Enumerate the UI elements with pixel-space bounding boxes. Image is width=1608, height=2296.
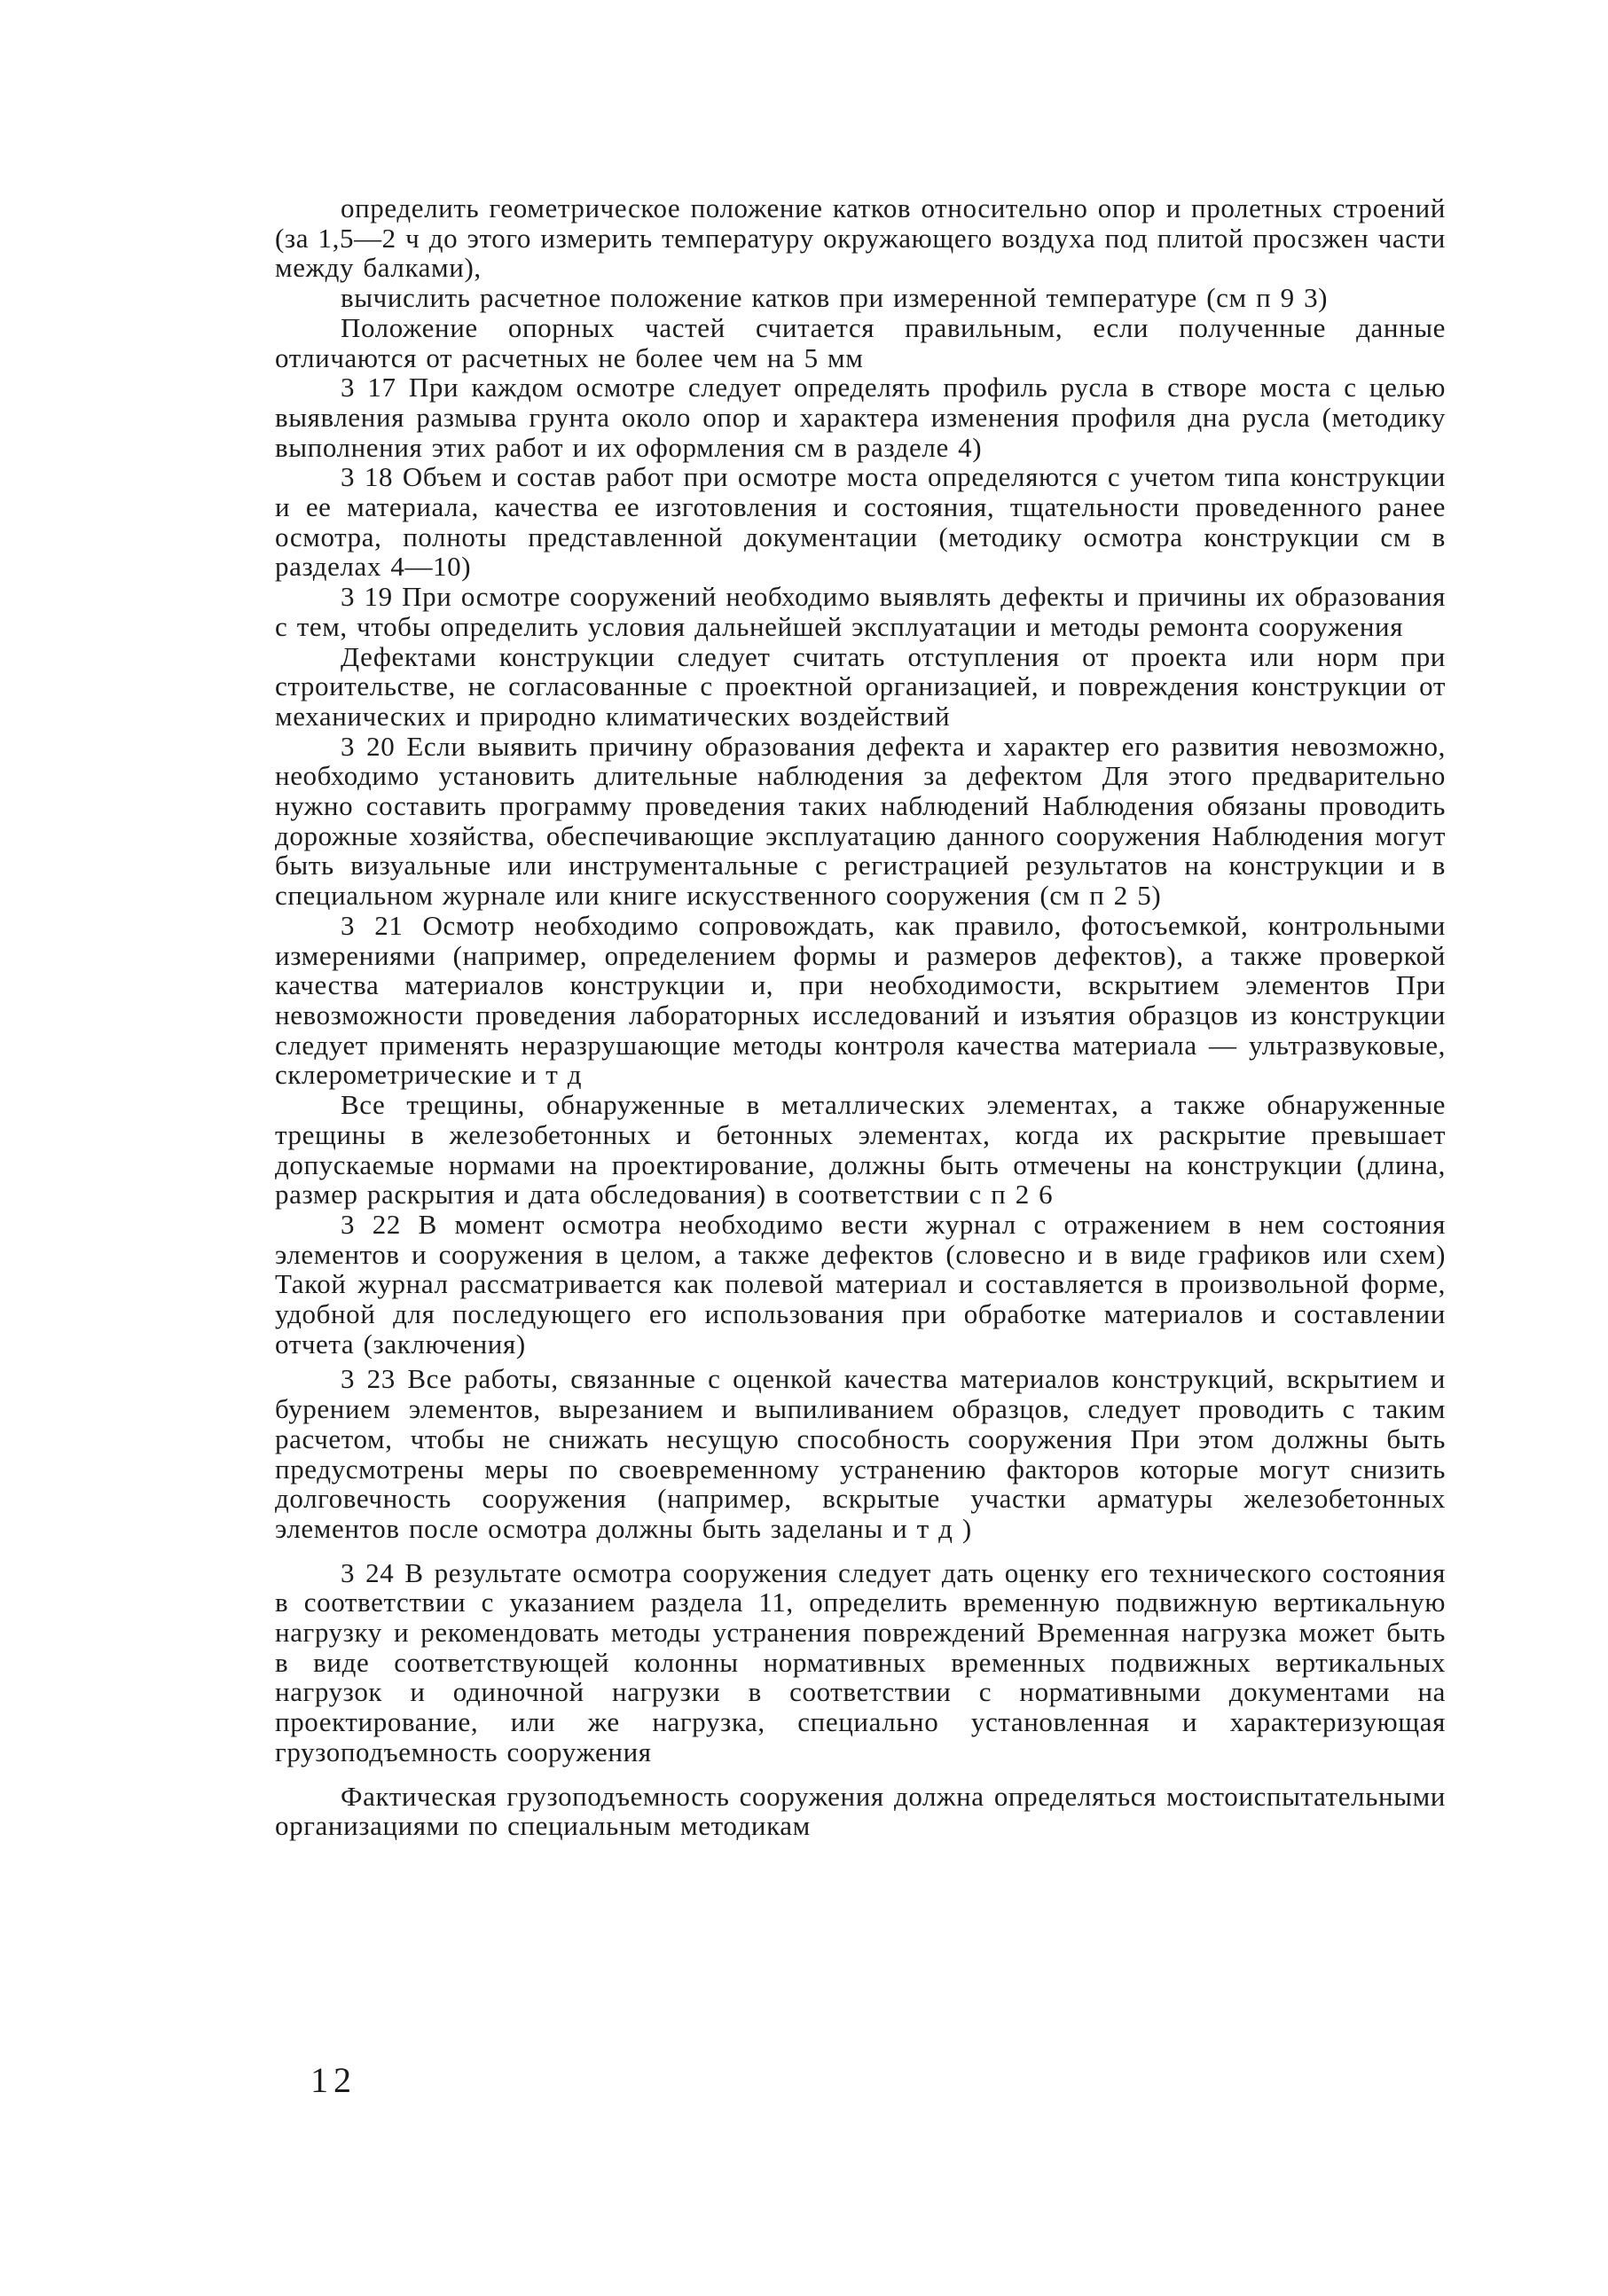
body-text bbox=[275, 193, 1446, 1841]
page-number: 12 bbox=[310, 2060, 357, 2100]
paragraph-3-24: 3 24 В результате осмотра сооружения следует дать оценку его технического состояния в соответствии с указанием раздела 11, определить временную подвижную вертикальную нагрузку и рекомендовать методы устранения повреждений Временная нагрузка может быть в виде соответствующей колонны нормативных временных подвижных вертикальных нагрузок и одиночной нагрузки в соответствии с нормативными документами на проектирование, или же нагрузка, специально установленная и характеризующая грузоподъемность сооружения bbox=[275, 1556, 1446, 1767]
paragraph-cracks: Все трещины, обнаруженные в металлических элементах, а также обнаруженные трещины в железобетонных и бетонных элементах, когда их раскрытие превышает допускаемые нормами на проектирование, должны быть отмечены на конструкции (длина, размер раскрытия и дата обследования) в соответствии с п 2 6 bbox=[275, 1089, 1446, 1211]
paragraph-3-21: 3 21 Осмотр необходимо сопровождать, как правило, фотосъемкой, контрольными измерениями (например, определением формы и размеров дефектов), а также проверкой качества материалов конструкции и, при необходимости, вскрытием элементов При невозможности проведения лабораторных исследований и изъятия образцов из конструкции следует применять неразрушающие методы контроля качества материала — ультразвуковые, склерометрические и т д bbox=[275, 909, 1446, 1091]
paragraph-3-19: 3 19 При осмотре сооружений необходимо выявлять дефекты и причины их образования с тем, чтобы определить условия дальнейшей эксплуатации и методы ремонта сооружения bbox=[275, 581, 1446, 642]
paragraph-actual-capacity: Фактическая грузоподъемность сооружения должна определяться мостоиспытательными организациями по специальным методикам bbox=[275, 1780, 1446, 1842]
paragraph-1: определить геометрическое положение катков относительно опор и пролетных строений (за 1,5—2 ч до этого измерить температуру окружающего воздуха под плитой просзжен части между балками), bbox=[275, 192, 1446, 284]
paragraph-3-20: 3 20 Если выявить причину образования дефекта и характер его развития невозможно, необходимо установить длительные наблюдения за дефектом Для этого предварительно нужно составить программу проведения таких наблюдений Наблюдения обязаны проводить дорожные хозяйства, обеспечивающие эксплуатацию данного сооружения Наблюдения могут быть визуальные или инструментальные с регистрацией результатов на конструкции и в специальном журнале или книге искусственного сооружения (см п 2 5) bbox=[275, 730, 1446, 912]
paragraph-3-17: 3 17 При каждом осмотре следует определять профиль русла в створе моста с целью выявления размыва грунта около опор и характера изменения профиля дна русла (методику выполнения этих работ и их оформления см в разделе 4) bbox=[275, 372, 1446, 463]
paragraph-2: вычислить расчетное положение катков при измеренной температуре (см п 9 3) bbox=[341, 282, 1329, 314]
paragraph-3-18: 3 18 Объем и состав работ при осмотре моста определяются с учетом типа конструкции и ее материала, качества ее изготовления и состояния, тщательности проведенного ранее осмотра, полноты представленной документации (методику осмотра конструкции см в разделах 4—10) bbox=[275, 461, 1446, 583]
paragraph-3-23: 3 23 Все работы, связанные с оценкой качества материалов конструкций, вскрытием и бурением элементов, вырезанием и выпиливанием образцов, следует проводить с таким расчетом, чтобы не снижать несущую способность сооружения При этом должны быть предусмотрены меры по своевременному устранению факторов которые могут снизить долговечность сооружения (например, вскрытые участки арматуры железобетонных элементов после осмотра должны быть заделаны и т д ) bbox=[275, 1363, 1446, 1544]
paragraph-3-22: 3 22 В момент осмотра необходимо вести журнал с отражением в нем состояния элементов и сооружения в целом, а также дефектов (словесно и в виде графиков или схем) Такой журнал рассматривается как полевой материал и составляется в произвольной форме, удобной для последующего его использования при обработке материалов и составлении отчета (заключения) bbox=[275, 1208, 1446, 1360]
paragraph-3: Положение опорных частей считается правильным, если полученные данные отличаются от расчетных не более чем на 5 мм bbox=[275, 311, 1446, 373]
paragraph-defects: Дефектами конструкции следует считать отступления от проекта или норм при строительстве, не согласованные с проектной организацией, и повреждения конструкции от механических и природно климатических воздействий bbox=[275, 640, 1446, 732]
